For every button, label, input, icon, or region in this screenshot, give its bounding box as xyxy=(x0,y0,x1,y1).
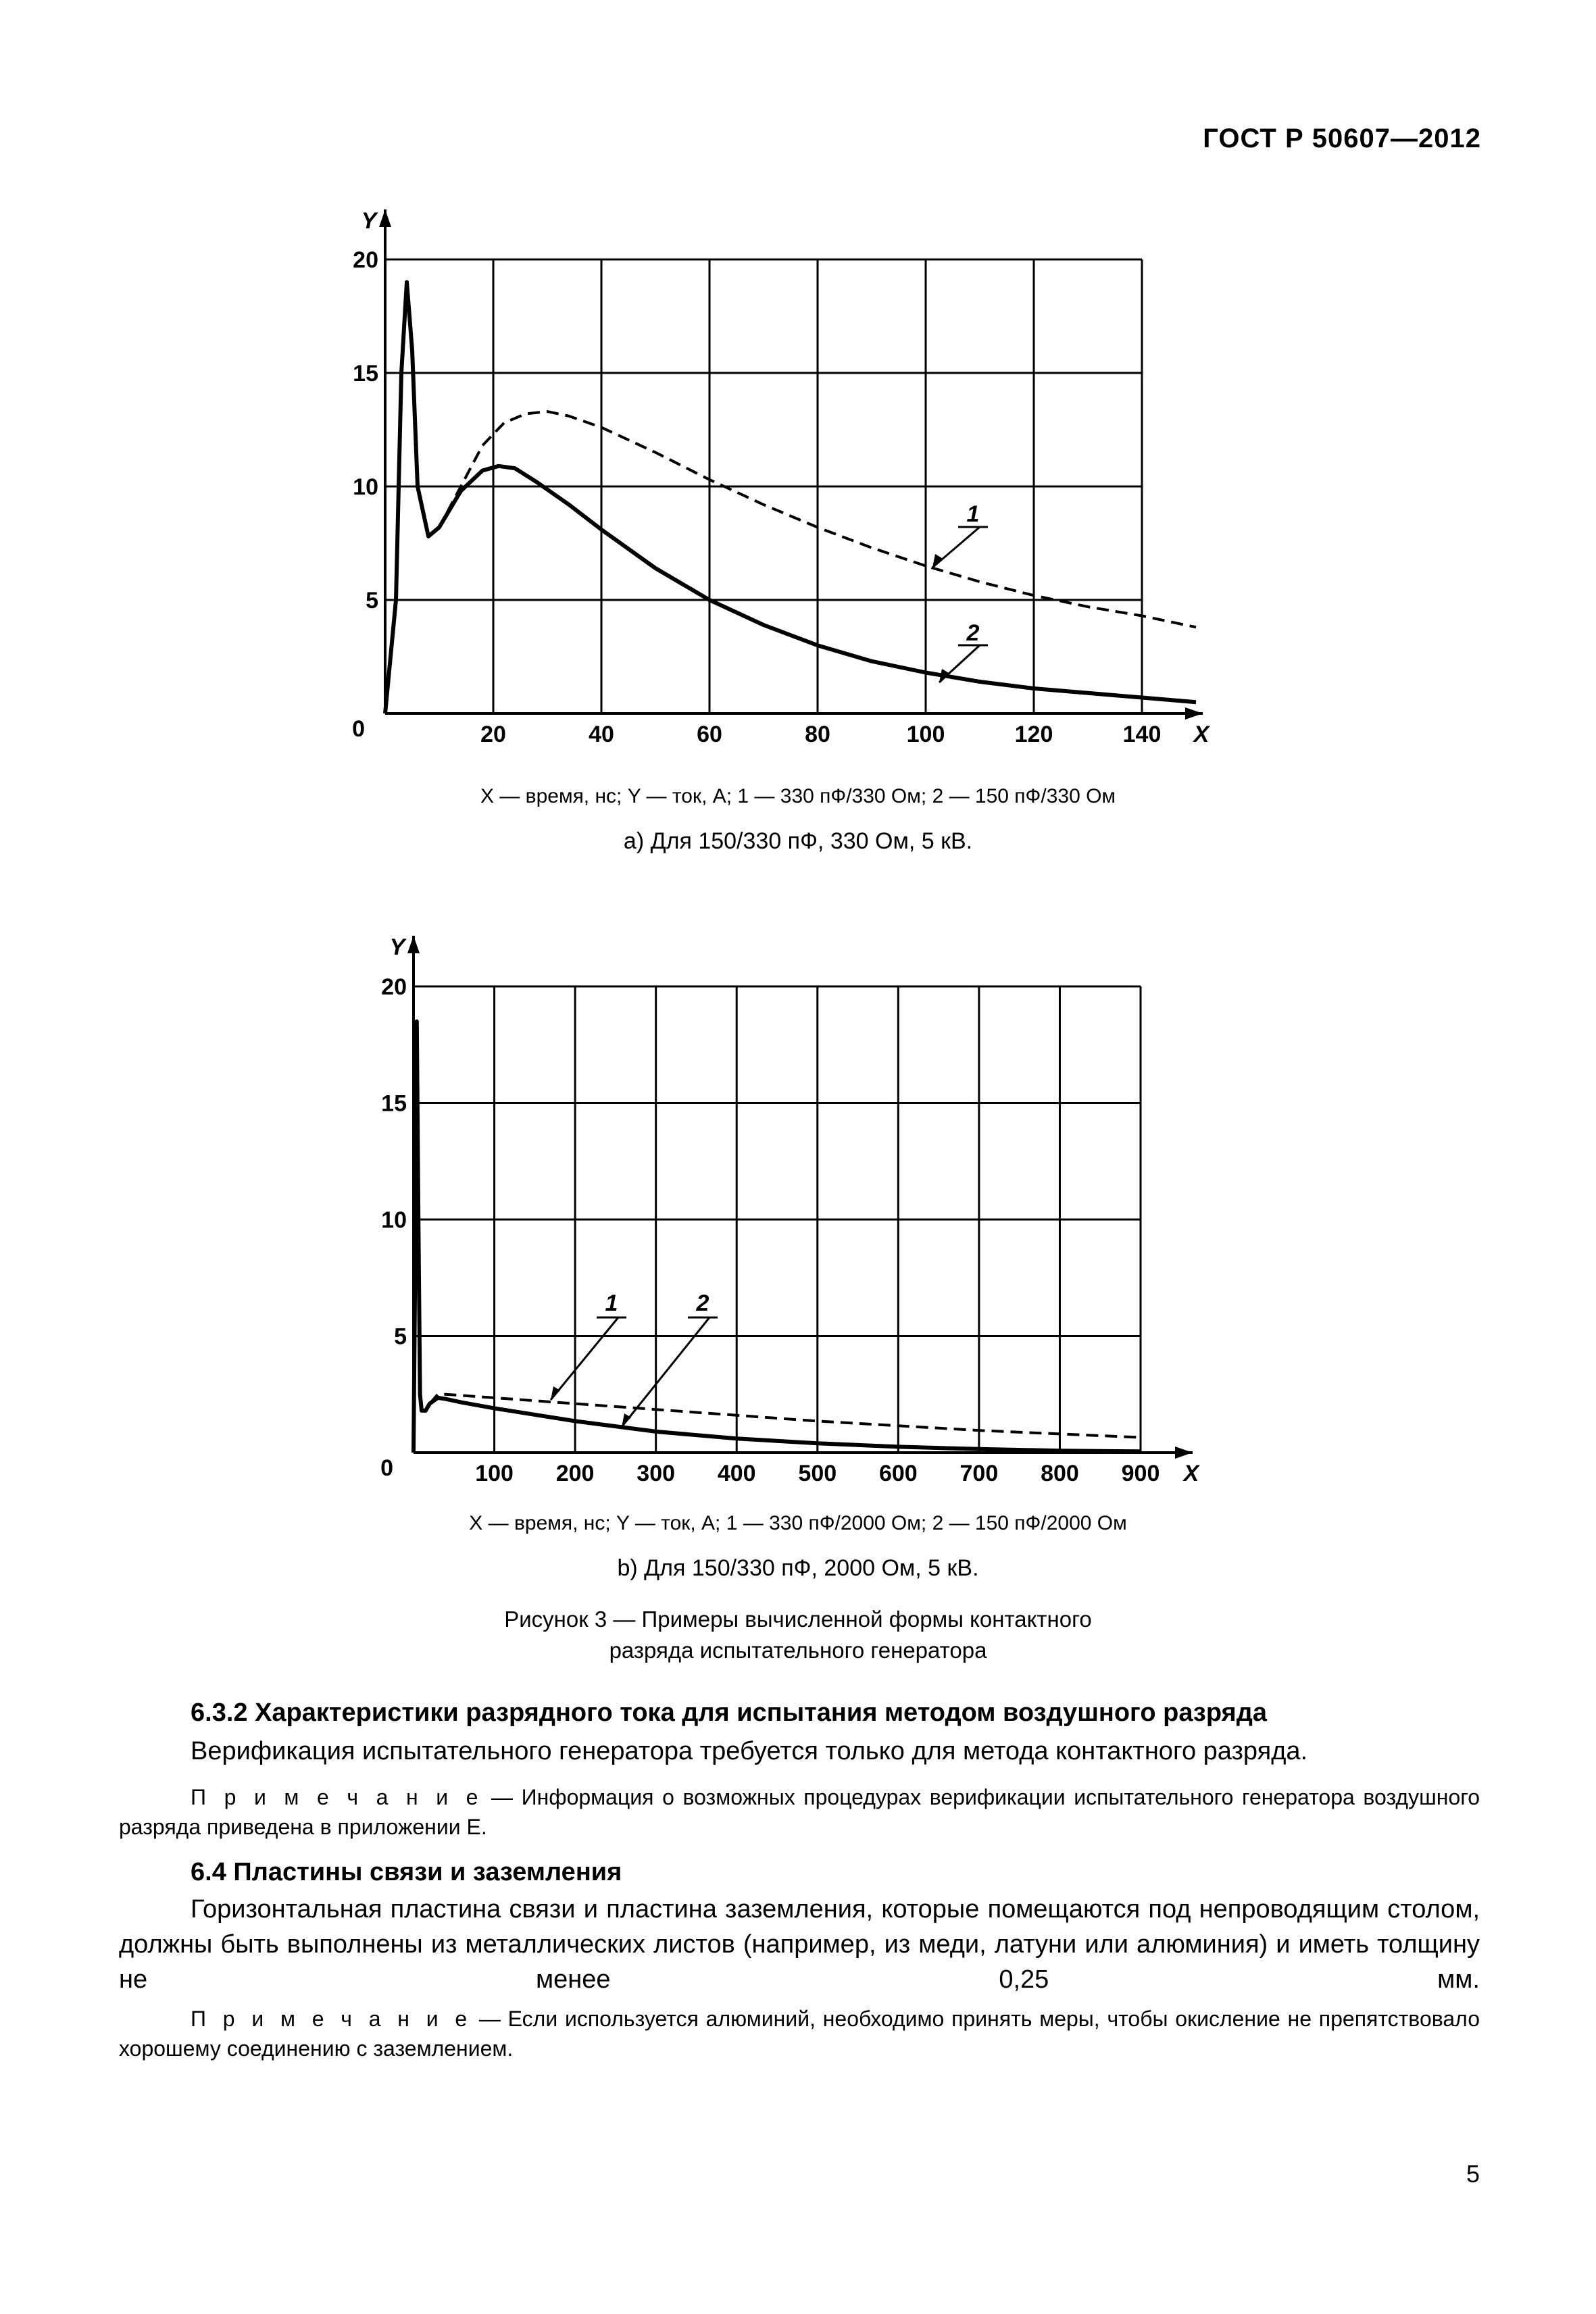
curve-label-2: 2 xyxy=(696,1290,709,1316)
note-text: — Если используется алюминий, необходимо принять меры, чтобы окисление не препятствовало хорошему соединению с заземлением. xyxy=(119,2007,1480,2061)
y-tick-label: 15 xyxy=(381,1090,407,1117)
figure-a-subcaption: a) Для 150/330 пФ, 330 Ом, 5 кВ. xyxy=(623,828,973,854)
y-tick-label: 5 xyxy=(394,1324,407,1350)
curve-label-1: 1 xyxy=(605,1290,618,1316)
note-text: — Информация о возможных процедурах верификации испытательного генератора воздушного разряда приведена в приложении Е. xyxy=(119,1785,1480,1839)
x-tick-label: 200 xyxy=(555,1461,595,1486)
series-line-1 xyxy=(414,1022,1141,1453)
series-line-2 xyxy=(414,1022,1141,1453)
figure-caption-line2: разряда испытательного генератора xyxy=(609,1638,987,1663)
x-tick-label: 120 xyxy=(1014,722,1053,747)
x-tick-label: 140 xyxy=(1122,722,1162,747)
x-tick-label: 100 xyxy=(475,1461,514,1486)
curve-leader-line xyxy=(551,1317,618,1400)
y-tick-label: 10 xyxy=(381,1207,407,1233)
section-632-note xyxy=(119,1782,1480,1842)
section-64-note xyxy=(119,2004,1480,2063)
figure-caption xyxy=(0,1604,1596,1666)
curve-leader-arrow xyxy=(551,1386,560,1400)
x-tick-label: 300 xyxy=(637,1461,676,1486)
y-tick-label: 0 xyxy=(352,716,365,742)
x-tick-label: 400 xyxy=(717,1461,756,1486)
y-axis-arrow xyxy=(407,936,420,953)
y-axis-label: Y xyxy=(389,934,405,960)
y-axis-label: Y xyxy=(361,208,377,234)
y-tick-label: 20 xyxy=(381,974,407,1000)
curve-leader-line xyxy=(622,1317,709,1427)
note-label: П р и м е ч а н и е xyxy=(191,1785,483,1809)
x-tick-label: 40 xyxy=(589,722,614,747)
x-tick-label: 500 xyxy=(798,1461,837,1486)
y-tick-label: 0 xyxy=(380,1455,393,1481)
x-tick-label: 900 xyxy=(1121,1461,1160,1486)
x-tick-label: 700 xyxy=(959,1461,999,1486)
x-axis-arrow xyxy=(1175,1447,1193,1459)
figure-b-legend: X — время, нс; Y — ток, А; 1 — 330 пФ/2000 Ом; 2 — 150 пФ/2000 Ом xyxy=(469,1512,1127,1534)
y-tick-label: 5 xyxy=(366,588,378,613)
x-tick-label: 800 xyxy=(1041,1461,1079,1486)
x-tick-label: 20 xyxy=(480,722,506,747)
curve-label-1: 1 xyxy=(966,501,980,527)
note-label: П р и м е ч а н и е xyxy=(191,2007,472,2031)
x-tick-label: 100 xyxy=(906,722,945,747)
figure-a-legend: X — время, нс; Y — ток, А; 1 — 330 пФ/330 Ом; 2 — 150 пФ/330 Ом xyxy=(480,785,1116,807)
x-tick-label: 80 xyxy=(805,722,830,747)
x-tick-label: 60 xyxy=(697,722,722,747)
figure-caption-line1: Рисунок 3 — Примеры вычисленной формы контактного xyxy=(504,1607,1092,1632)
document-header: ГОСТ Р 50607—2012 xyxy=(1203,124,1481,153)
section-632-heading: 6.3.2 Характеристики разрядного тока для испытания методом воздушного разряда xyxy=(191,1699,1267,1727)
x-tick-label: 600 xyxy=(878,1461,918,1486)
y-tick-label: 10 xyxy=(353,474,378,500)
section-64-text: Горизонтальная пластина связи и пластина заземления, которые помещаются под непроводящим столом, должны быть выполнены из металлических листов (например, из меди, латуни или алюминия) и иметь толщину не менее 0,25 мм. xyxy=(119,1895,1480,1994)
x-axis-label: X xyxy=(1183,1461,1199,1486)
section-632-text: Верификация испытательного генератора требуется только для метода контактного разряда. xyxy=(191,1737,1308,1765)
curve-label-2: 2 xyxy=(966,620,980,646)
page-number: 5 xyxy=(1466,2160,1480,2188)
y-tick-label: 15 xyxy=(353,361,378,386)
x-axis-label: X xyxy=(1193,722,1210,747)
y-tick-label: 20 xyxy=(353,247,378,273)
figure-b-subcaption: b) Для 150/330 пФ, 2000 Ом, 5 кВ. xyxy=(617,1555,979,1581)
section-64-heading: 6.4 Пластины связи и заземления xyxy=(191,1858,622,1886)
